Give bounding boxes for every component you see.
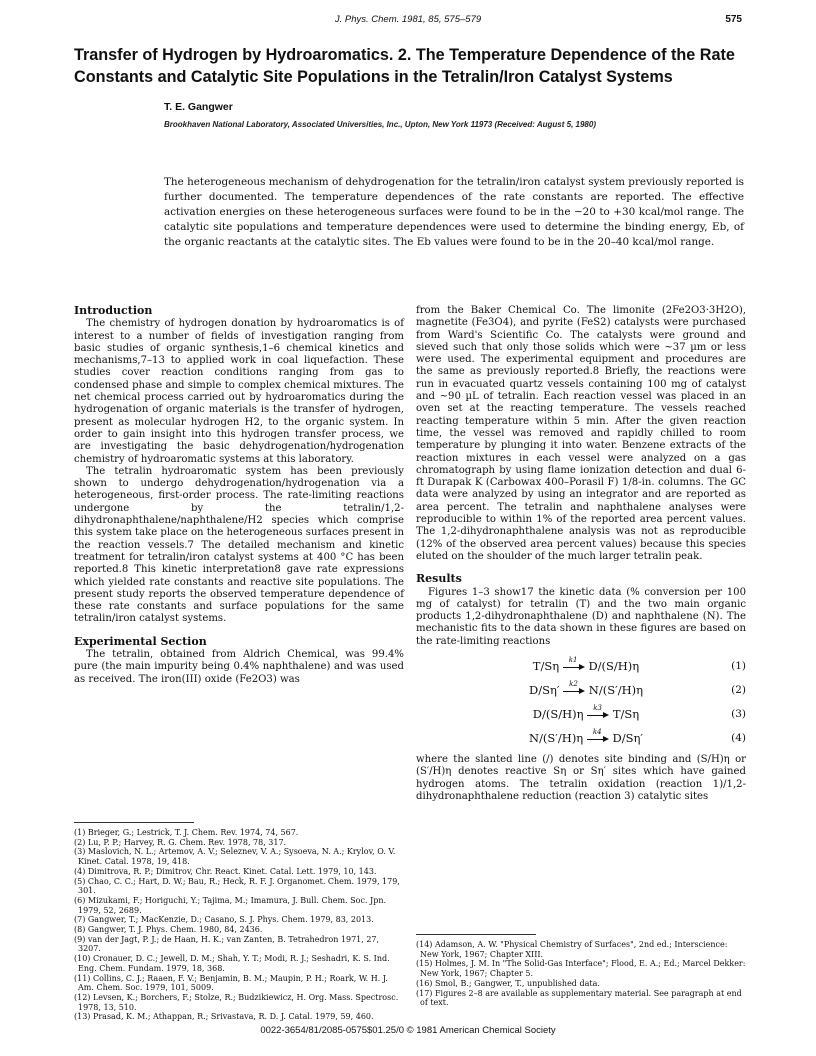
article-title: Transfer of Hydrogen by Hydroaromatics. 2. The Temperature Dependence of the Rate Constants and Catalytic Site Populations in the Tetralin/Iron Catalyst Systems	[74, 46, 735, 86]
left-column	[74, 305, 404, 686]
reference: (14) Adamson, A. W. "Physical Chemistry of Surfaces", 2nd ed.; Interscience: New York, 1967; Chapter XIII.	[416, 940, 728, 959]
experimental-paragraph: The tetralin, obtained from Aldrich Chemical, was 99.4% pure (the main impurity being 0.4% naphthalene) and was used as received. The iron(III) oxide (Fe2O3) was	[74, 649, 404, 685]
equation-number: (1)	[731, 659, 746, 672]
reference: (3) Maslovich, N. L.; Artemov, A. V.; Seleznev, V. A.; Sysoeva, N. A.; Krylov, O. V. Kinet. Catal. 1978, 19, 418.	[74, 847, 396, 867]
intro-paragraph-2: The tetralin hydroaromatic system has been previously shown to undergo dehydrogenation/hydrogenation via a heterogeneous, first-order process. The rate-limiting reactions undergone by the tetralin/1,2-dihydronaphthalene/naphthalene/H2 species which comprise this system take place on the heterogeneous surfaces present in the reaction vessels.7 The detailed mechanism and kinetic treatment for tetralin/iron catalyst systems at 400 °C has been reported.8 This kinetic interpretation8 gave rate expressions which yielded rate constants and reactive site populations. The present study reports the observed temperature dependence of these rate constants and surface populations for the same tetralin/iron catalyst systems.	[74, 465, 404, 625]
reaction-arrow-icon: k4	[587, 735, 609, 743]
reference: (15) Holmes, J. M. In "The Solid-Gas Interface"; Flood, E. A.; Ed.; Marcel Dekker: New York, 1967; Chapter 5.	[416, 959, 746, 979]
equation-4: N/(S′/H)η k4 D/Sη′ (4)	[529, 727, 746, 745]
reference: (10) Cronauer, D. C.; Jewell, D. M.; Shah, Y. T.; Modi, R. J.; Seshadri, K. S. Ind. Eng. Chem. Fundam. 1979, 18, 368.	[74, 954, 390, 973]
journal-citation: J. Phys. Chem. 1981, 85, 575–579	[334, 14, 482, 25]
reference: (12) Levsen, K.; Borchers, F.; Stolze, R.; Budzikiewicz, H. Org. Mass. Spectrosc. 1978, 13, 510.	[74, 992, 399, 1012]
reference: (5) Chao, C. C.; Hart, D. W.; Bau, R.; Heck, R. F. J. Organomet. Chem. 1979, 179, 301.	[74, 876, 400, 896]
results-heading: Results	[416, 572, 462, 586]
references-right	[416, 940, 746, 1008]
page-number: 575	[725, 14, 742, 25]
footnote-rule-left	[74, 822, 194, 823]
results-paragraph-2: where the slanted line (/) denotes site binding and (S/H)η or (S′/H)η denotes reactive Sη or Sη′ sites which have gained hydrogen atoms. The tetralin oxidation (reaction 1)/1,2-dihydronaphthalene reduction (reaction 3) catalytic sites	[416, 754, 746, 802]
right-column	[416, 305, 746, 803]
reaction-arrow-icon: k1	[563, 663, 585, 671]
reference: (7) Gangwer, T.; MacKenzie, D.; Casano, S. J. Phys. Chem. 1979, 83, 2013.	[74, 915, 374, 925]
experimental-heading: Experimental Section	[74, 634, 207, 648]
reference: (17) Figures 2–8 are available as supplementary material. See paragraph at end of text.	[416, 988, 742, 1008]
reference: (9) van der Jagt, P. J.; de Haan, H. K.; van Zanten, B. Tetrahedron 1971, 27, 3207.	[74, 934, 380, 954]
equation-number: (2)	[731, 683, 746, 696]
reference: (2) Lu, P. P.; Harvey, R. G. Chem. Rev. 1978, 78, 317.	[74, 837, 287, 847]
reference: (16) Smol, B.; Gangwer, T., unpublished data.	[416, 978, 600, 988]
equation-1: T/Sη k1 D/(S/H)η (1)	[532, 655, 746, 673]
reference: (4) Dimitrova, R. P.; Dimitrov, Chr. React. Kinet. Catal. Lett. 1979, 10, 143.	[74, 866, 377, 876]
reaction-arrow-icon: k2	[563, 687, 585, 695]
author: T. E. Gangwer	[164, 101, 233, 113]
intro-paragraph-1: The chemistry of hydrogen donation by hydroaromatics is of interest to a number of fields of investigation ranging from basic studies of organic synthesis,1–6 chemical kinetics and mechanisms,7–13 to applied work in coal liquefaction. These studies cover reaction conditions ranging from gas to condensed phase and simple to complex chemical mixtures. The net chemical process carried out by hydroaromatics during the hydrogenation of organic materials is the transfer of hydrogen, present as molecular hydrogen H2, to the organic system. In order to gain insight into this hydrogen transfer process, we are investigating the basic dehydrogenation/hydrogenation chemistry of hydroaromatic systems at this laboratory.	[74, 318, 404, 465]
abstract: The heterogeneous mechanism of dehydrogenation for the tetralin/iron catalyst system previously reported is further documented. The temperature dependences of the rate constants are reported. The effective activation energies on these heterogeneous surfaces were found to be in the −20 to +30 kcal/mol range. The catalytic site populations and temperature dependences were used to determine the binding energy, Eb, of the organic reactants at the catalytic sites. The Eb values were found to be in the 20–40 kcal/mol range.	[164, 176, 744, 248]
introduction-heading: Introduction	[74, 304, 153, 317]
footnote-rule-right	[416, 934, 536, 935]
equation-number: (4)	[731, 731, 746, 744]
affiliation: Brookhaven National Laboratory, Associated Universities, Inc., Upton, New York 11973 (Received: August 5, 1980)	[164, 120, 596, 129]
reference: (6) Mizukami, F.; Horiguchi, Y.; Tajima, M.; Imamura, J. Bull. Chem. Soc. Jpn. 1979, 52, 2689.	[74, 895, 387, 915]
equation-number: (3)	[731, 707, 746, 720]
experimental-paragraph-continued: from the Baker Chemical Co. The limonite (2Fe2O3·3H2O), magnetite (Fe3O4), and pyrite (FeS2) catalysts were purchased from Ward's Scientific Co. The catalysts were ground and sieved such that only those solids which were ~37 µm or less were used. The experimental equipment and procedures are the same as previously reported.8 Briefly, the reactions were run in evacuated quartz vessels containing 100 mg of catalyst and ~90 µL of tetralin. Each reaction vessel was placed in an oven set at the reacting temperature. The vessels reached reacting temperature within 5 min. After the given reaction time, the vessel was removed and rapidly chilled to room temperature by plunging it into water. Benzene extracts of the reaction mixtures in each vessel were analyzed on a gas chromatograph by using flame ionization detection and dual 6-ft Durapak K (Carbowax 400–Porasil F) 1/8-in. columns. The GC data were analyzed by using an integrator and are reported as area percent. The tetralin and naphthalene analyses were reproducible to within 1% of the reported area percent values. The 1,2-dihydronaphthalene analysis was not as reproducible (12% of the observed area percent values) because this species eluted on the shoulder of the much larger tetralin peak.	[416, 305, 746, 562]
copyright-footer: 0022-3654/81/2085-0575$01.25/0 © 1981 American Chemical Society	[260, 1025, 556, 1036]
reaction-arrow-icon: k3	[587, 711, 609, 719]
references-left	[74, 828, 404, 1022]
results-paragraph-1: Figures 1–3 show17 the kinetic data (% conversion per 100 mg of catalyst) for tetralin (T) and the two main organic products 1,2-dihydronaphthalene (D) and naphthalene (N). The mechanistic fits to the data shown in these figures are based on the rate-limiting reactions	[416, 586, 746, 647]
equation-2: D/Sη′ k2 N/(S′/H)η (2)	[529, 679, 746, 697]
equation-3: D/(S/H)η k3 T/Sη (3)	[532, 703, 746, 721]
running-header	[74, 14, 742, 30]
reference: (1) Brieger, G.; Lestrick, T. J. Chem. Rev. 1974, 74, 567.	[74, 828, 299, 837]
reference: (11) Collins, C. J.; Raaen, F. V.; Benjamin, B. M.; Maupin, P. H.; Roark, W. H. J. Am. Chem. Soc. 1979, 101, 5009.	[74, 973, 388, 993]
reference: (13) Prasad, K. M.; Athappan, R.; Srivastava, R. D. J. Catal. 1979, 59, 460.	[74, 1012, 374, 1022]
reference: (8) Gangwer, T. J. Phys. Chem. 1980, 84, 2436.	[74, 925, 263, 935]
